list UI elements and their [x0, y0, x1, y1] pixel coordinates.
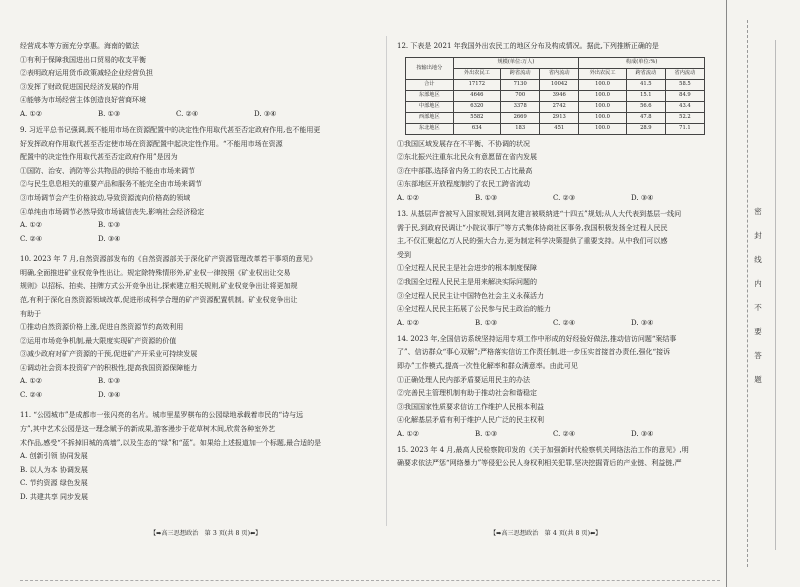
q14-line: 了”、信访群众“事心双解”;严格落实信访工作责任制,进一步压实首接首办责任,强化“接诉: [397, 348, 671, 357]
table-header-row: [406, 57, 705, 68]
table-cell: 100.0: [579, 101, 627, 112]
q14-options: [397, 428, 715, 442]
q11-option-a[interactable]: A. 创新引领 协同发展: [20, 452, 88, 461]
table-subheader: 省内流动: [665, 68, 704, 79]
binding-margin: [727, 0, 800, 587]
q9-option-d[interactable]: D. ③④: [98, 235, 121, 244]
table-cell: 中部地区: [406, 101, 454, 112]
q13-option-c[interactable]: C. ②④: [553, 318, 576, 327]
q13-option-a[interactable]: A. ①②: [397, 318, 420, 327]
table-subheader: 省内流动: [540, 68, 579, 79]
q11-line: 11. “公园城市”是成都市一张闪亮的名片。城市里星罗棋布的公园绿地承载着市民的“诗与远: [20, 411, 304, 420]
q9-option-c[interactable]: C. ②④: [20, 235, 43, 244]
q14-line: 即办”工作模式,提高一次性化解率和群众满意率。由此可见: [397, 361, 578, 370]
table-cell: 71.1: [665, 123, 704, 134]
q13-line: 13. 从基层声音被写入国家规划,到网友建言被吸纳进“十四五”规划;从人大代表到基层一线问: [397, 209, 682, 218]
table-cell: 56.6: [626, 101, 665, 112]
right-column: [397, 40, 715, 471]
table-subheader: 跨省流动: [501, 68, 540, 79]
q13-statement: ①全过程人民民主是社会进步的根本制度保障: [397, 264, 537, 273]
q9-line: 配置中的决定性作用取代甚至否定政府作用”是因为: [20, 153, 178, 162]
table-cell: 15.1: [626, 90, 665, 101]
column-divider: [386, 36, 387, 526]
question-9: [20, 124, 375, 247]
q12-line: 12. 下表是 2021 年我国外出农民工的地区分布及构成情况。据此,下列推断正确的是: [397, 42, 659, 50]
q10-statement: ②运用市场竞争机制,最大限度实现矿产资源的价值: [20, 336, 177, 345]
migrant-worker-table: [405, 57, 705, 135]
seal-char: 题: [754, 375, 762, 384]
q10-option-b[interactable]: B. ①③: [98, 377, 121, 386]
q9-statement: ①国防、治安、消防等公共物品的供给不能由市场来调节: [20, 166, 195, 175]
q13-option-d[interactable]: D. ③④: [631, 318, 654, 327]
table-cell: 84.9: [665, 90, 704, 101]
table-subheader: 外出农民工: [579, 68, 627, 79]
q9-options-row2: [20, 233, 375, 247]
page-footer-left: 【➡高三思想政治 第 3 页(共 8 页)⬅】: [150, 530, 262, 537]
q11-option-b[interactable]: B. 以人为本 协调发展: [20, 465, 88, 474]
question-12: [397, 40, 715, 206]
table-cell: 100.0: [579, 123, 627, 134]
table-cell: 58.5: [665, 79, 704, 90]
table-cell: 3946: [540, 90, 579, 101]
table-cell: 100.0: [579, 112, 627, 123]
q12-option-a[interactable]: A. ①②: [397, 193, 420, 202]
q14-statement: ③我国国家性质要求信访工作维护人民根本利益: [397, 402, 544, 411]
q9-statement: ④单纯由市场调节必然导致市场诚信丧失,影响社会经济稳定: [20, 207, 205, 216]
table-row: [406, 123, 705, 134]
q10-options-row2: [20, 389, 375, 403]
q8-options: [20, 108, 375, 122]
q8-statement: ③发挥了财政促进国民经济发展的作用: [20, 82, 139, 91]
q12-option-c[interactable]: C. ②③: [553, 193, 576, 202]
table-row: [406, 79, 705, 90]
q10-option-d[interactable]: D. ③④: [98, 391, 121, 400]
q12-statement: ③在中部郡,选择省内务工的农民工占比最高: [397, 166, 533, 175]
page-footer-right: 【➡高三思想政治 第 4 页(共 8 页)⬅】: [490, 530, 602, 537]
table-cell: 5582: [453, 112, 501, 123]
q10-statement: ①推动自然资源价格上涨,促进自然资源节约高效利用: [20, 323, 184, 332]
table-cell: 52.2: [665, 112, 704, 123]
q10-option-a[interactable]: A. ①②: [20, 377, 43, 386]
q9-line: 9. 习近平总书记强调,既不能用市场在资源配置中的决定性作用取代甚至否定政府作用,也不能用更: [20, 125, 321, 134]
seal-char: 密: [754, 207, 762, 216]
left-column: [20, 40, 375, 505]
table-cell: 2669: [501, 112, 540, 123]
q10-options: [20, 375, 375, 389]
table-row: [406, 112, 705, 123]
fold-line: [775, 40, 776, 550]
q13-statement: ②我国全过程人民民主是用来解决实际问题的: [397, 277, 537, 286]
q10-line: 明确,全面推进矿业权竞争性出让。规定除特殊情形外,矿业权一律按照《矿业权出让交易: [20, 268, 291, 277]
q11-line: 方”,其中艺术公园是这一理念赋予的新成果,游客漫步于花草树木间,欣赏各种室外艺: [20, 425, 276, 434]
q9-statement: ②与民生息息相关的重要产品和服务不能完全由市场来调节: [20, 180, 202, 189]
table-cell: 6320: [453, 101, 501, 112]
q12-statement: ②东北振兴注重东北民众有意愿留在省内发展: [397, 153, 537, 162]
q12-statement: ④东部地区开放程度制约了农民工跨省流动: [397, 180, 530, 189]
table-cell: 西部地区: [406, 112, 454, 123]
q14-option-c[interactable]: C. ②④: [553, 429, 576, 438]
seal-line-notice: [751, 200, 765, 392]
q14-option-d[interactable]: D. ③④: [631, 429, 654, 438]
q8-option-c[interactable]: C. ②④: [176, 109, 199, 118]
seal-char: 封: [754, 231, 762, 240]
q15-line: 确要求依法严惩“网络暴力”等侵犯公民人身权利相关犯罪,坚决挖掘背后的产业链、利益链,严: [397, 459, 682, 468]
table-cell: 东北地区: [406, 123, 454, 134]
q12-statement: ①我国区域发展存在不平衡、不协调的状况: [397, 139, 530, 148]
question-15: [397, 444, 715, 471]
seal-char: 要: [754, 327, 762, 336]
seal-char: 不: [754, 303, 762, 312]
q13-statement: ③全过程人民民主让中国特色社会主义永葆活力: [397, 291, 544, 300]
table-header-composition: 构成(单位:%): [579, 57, 705, 68]
bottom-cut-marks: [20, 580, 720, 584]
q10-statement: ④调动社会资本投资矿产的积极性,提高我国资源保障能力: [20, 363, 198, 372]
question-14: [397, 333, 715, 442]
q14-statement: ④化解基层矛盾有利于维护人民广泛的民主权利: [397, 416, 544, 425]
table-cell: 东部地区: [406, 90, 454, 101]
q11-option-c[interactable]: C. 节约资源 绿色发展: [20, 479, 88, 488]
q12-options: [397, 192, 715, 206]
seal-char: 线: [754, 255, 762, 264]
table-header-scale: 规模(单位:万人): [453, 57, 579, 68]
q12-option-b[interactable]: B. ①③: [475, 193, 498, 202]
table-cell: 合计: [406, 79, 454, 90]
q9-line: 好发挥政府作用取代甚至否定使市场在资源配置中起决定性作用。“不能用市场在资源: [20, 139, 283, 148]
q15-line: 15. 2023 年 4 月,最高人民检察院印发的《关于加强新时代检察机关网络法治工作的意见》,明: [397, 445, 689, 454]
q9-options: [20, 219, 375, 233]
table-subheader: 跨省流动: [626, 68, 665, 79]
q8-statement: ①有利于保障我国进出口贸易的收支平衡: [20, 55, 146, 64]
q13-statement: ④全过程人民民主拓展了公民参与民主政治的能力: [397, 305, 551, 314]
table-cell: 4646: [453, 90, 501, 101]
q14-statement: ①正确处理人民内部矛盾要运用民主的办法: [397, 375, 530, 384]
q9-option-b[interactable]: B. ①③: [98, 221, 121, 230]
q10-line: 有助于: [20, 309, 41, 318]
question-10: [20, 253, 375, 403]
q11-option-d[interactable]: D. 共建共享 同步发展: [20, 493, 89, 502]
seal-dashed-line: [747, 20, 748, 567]
table-cell: 41.5: [626, 79, 665, 90]
table-cell: 634: [453, 123, 501, 134]
table-cell: 17172: [453, 79, 501, 90]
q10-line: 范,有利于深化自然资源领域改革,促进形成科学合理的矿产资源配置机制。矿业权竞争出让: [20, 295, 298, 304]
q8-statement: ②表明政府运用货币政策减轻企业经营负担: [20, 69, 153, 78]
q8-option-d[interactable]: D. ③④: [254, 109, 277, 118]
q13-options: [397, 317, 715, 331]
table-cell: 3378: [501, 101, 540, 112]
q14-statement: ②完善民主管理机制有助于推动社会和谐稳定: [397, 389, 537, 398]
q8-line: 经营成本等方面充分享惠。海南的做法: [20, 42, 139, 50]
q11-line: 术作品,感受“不拆掉旧城的高墙”,以及生态的“绿”和“蓝”。如果给上述报道加一个标题,最合适的是: [20, 438, 322, 447]
q9-statement: ③市场调节会产生价格波动,导致资源流向价格高的领域: [20, 193, 191, 202]
q10-line: 10. 2023 年 7 月,自然资源部发布的《自然资源部关于深化矿产资源管理改革若干事项的意见》: [20, 255, 317, 264]
q10-statement: ③减少政府对矿产资源的干预,促进矿产开采业可持续发展: [20, 350, 198, 359]
q14-line: 14. 2023 年,全国信访系统坚持运用专项工作中形成的好经验好做法,推动信访问题“案结事: [397, 334, 677, 343]
table-cell: 2742: [540, 101, 579, 112]
seal-char: 内: [754, 279, 762, 288]
table-cell: 43.4: [665, 101, 704, 112]
q10-option-c[interactable]: C. ②④: [20, 391, 43, 400]
q14-option-b[interactable]: B. ①③: [475, 429, 498, 438]
q9-option-a[interactable]: A. ①②: [20, 221, 43, 230]
q13-line: 需于民,到政府民调让“小院议事厅”等方式集体协商社区事务,我国积极发扬全过程人民民: [397, 223, 668, 232]
table-cell: 100.0: [579, 79, 627, 90]
table-cell: 183: [501, 123, 540, 134]
table-subheader: 外出农民工: [453, 68, 501, 79]
q13-line: 受到: [397, 250, 411, 259]
table-cell: 2913: [540, 112, 579, 123]
q13-option-b[interactable]: B. ①③: [475, 318, 498, 327]
question-8-tail: [20, 40, 375, 122]
q8-option-b[interactable]: B. ①③: [98, 109, 121, 118]
question-11: [20, 409, 375, 504]
table-cell: 100.0: [579, 90, 627, 101]
seal-char: 答: [754, 351, 762, 360]
q13-line: 主,不仅汇聚起亿万人民的强大合力,更为制定科学决策提供了重要支持。从中我们可以感: [397, 237, 668, 246]
table-row: [406, 90, 705, 101]
table-row: [406, 101, 705, 112]
table-cell: 700: [501, 90, 540, 101]
q12-option-d[interactable]: D. ③④: [631, 193, 654, 202]
q14-option-a[interactable]: A. ①②: [397, 429, 420, 438]
table-header-region: 按输出地分: [406, 57, 454, 79]
table-cell: 28.9: [626, 123, 665, 134]
table-cell: 7130: [501, 79, 540, 90]
q8-option-a[interactable]: A. ①②: [20, 109, 43, 118]
table-cell: 451: [540, 123, 579, 134]
question-13: [397, 208, 715, 331]
table-cell: 47.8: [626, 112, 665, 123]
q10-line: 规则》以招标、拍卖、挂牌方式公开竞争出让,探索建立相关规则,矿业权竞争出让将更加规: [20, 282, 298, 291]
q8-statement: ④能够为市场经营主体创造良好营商环境: [20, 96, 146, 105]
table-cell: 10042: [540, 79, 579, 90]
